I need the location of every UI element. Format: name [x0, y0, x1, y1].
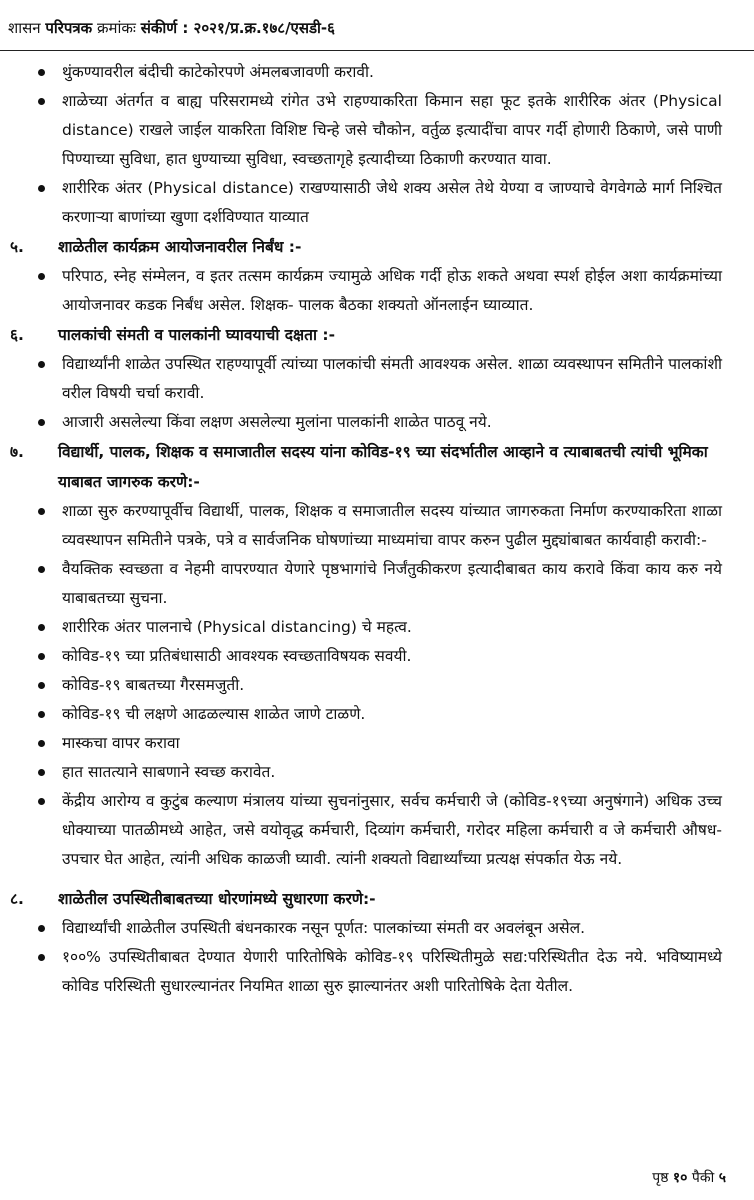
bullet-item: हात सातत्याने साबणाने स्वच्छ करावेत.: [0, 758, 754, 787]
bullet-item: शारीरिक अंतर पालनाचे (Physical distancing) चे महत्व.: [0, 613, 754, 642]
header-doc-type: परिपत्रक: [45, 19, 93, 37]
intro-bullet-list: [0, 58, 754, 232]
spacer: [0, 874, 754, 884]
section-number: ८.: [10, 890, 24, 908]
document-body: [0, 58, 754, 1001]
bullet-item: परिपाठ, स्नेह संम्मेलन, व इतर तत्सम कार्यक्रम ज्यामुळे अधिक गर्दी होऊ शकते अथवा स्पर्श होईल अशा कार्यक्रमांच्या आयोजनावर कडक निर्बंध असेल. शिक्षक- पालक बैठका शक्यतो ऑनलाईन घ्याव्यात.: [0, 262, 754, 320]
footer-page-total: १०: [672, 1170, 688, 1186]
bullet-item: शारीरिक अंतर (Physical distance) राखण्यासाठी जेथे शक्य असेल तेथे येण्या व जाण्याचे वेगवेगळे मार्ग निश्चित करणाऱ्या बाणांच्या खुणा दर्शविण्यात याव्यात: [0, 174, 754, 232]
section-heading: [0, 437, 754, 497]
page-footer: [652, 1168, 726, 1187]
bullet-item: शाळा सुरु करण्यापूर्वीच विद्यार्थी, पालक, शिक्षक व समाजातील सदस्य यांच्यात जागरुकता निर्माण करण्याकरिता शाळा व्यवस्थापन समितीने पत्रके, पत्रे व सार्वजनिक घोषणांच्या माध्यमांचा वापर करुन पुढील मुद्द्यांबाबत कार्यवाही करावी:-: [0, 497, 754, 555]
section-number: ६.: [10, 326, 24, 344]
bullet-item: कोविड-१९ बाबतच्या गैरसमजुती.: [0, 671, 754, 700]
section-bullet-list: [0, 497, 754, 874]
section-title: शाळेतील कार्यक्रम आयोजनावरील निर्बंध :-: [58, 238, 302, 256]
section-bullet-list: [0, 914, 754, 1001]
bullet-item: कोविड-१९ ची लक्षणे आढळल्यास शाळेत जाणे टाळणे.: [0, 700, 754, 729]
section-heading: [0, 232, 754, 262]
bullet-item: १००% उपस्थितीबाबत देण्यात येणारी पारितोषिके कोविड-१९ परिस्थितीमुळे सद्य:परिस्थितीत देऊ नये. भविष्यामध्ये कोविड परिस्थिती सुधारल्यानंतर नियमित शाळा सुरु झाल्यानंतर अशी पारितोषिके देता येतील.: [0, 943, 754, 1001]
section-title: विद्यार्थी, पालक, शिक्षक व समाजातील सदस्य यांना कोविड-१९ च्या संदर्भातील आव्हाने व त्याबाबतची त्यांची भूमिका याबाबत जागरुक करणे:-: [58, 443, 708, 491]
bullet-item: वैयक्तिक स्वच्छता व नेहमी वापरण्यात येणारे पृष्ठभागांचे निर्जंतुकीकरण इत्यादीबाबत काय करावे किंवा काय करु नये याबाबतच्या सुचना.: [0, 555, 754, 613]
footer-page-number: ५: [718, 1170, 726, 1186]
bullet-item: विद्यार्थ्यांनी शाळेत उपस्थित राहण्यापूर्वी त्यांच्या पालकांची संमती आवश्यक असेल. शाळा व्यवस्थापन समितीने पालकांशी वरील विषयी चर्चा करावी.: [0, 350, 754, 408]
header-prefix: शासन: [8, 19, 41, 37]
section-title: पालकांची संमती व पालकांनी घ्यावयाची दक्षता :-: [58, 326, 336, 344]
section-bullet-list: [0, 262, 754, 320]
bullet-item: कोविड-१९ च्या प्रतिबंधासाठी आवश्यक स्वच्छताविषयक सवयी.: [0, 642, 754, 671]
section-bullet-list: [0, 350, 754, 437]
header-rule: [0, 50, 754, 51]
header-number-label: क्रमांकः: [97, 19, 136, 37]
section-heading: [0, 320, 754, 350]
bullet-item: थुंकण्यावरील बंदीची काटेकोरपणे अंमलबजावणी करावी.: [0, 58, 754, 87]
bullet-item: विद्यार्थ्यांची शाळेतील उपस्थिती बंधनकारक नसून पूर्णत: पालकांच्या संमती वर अवलंबून असेल.: [0, 914, 754, 943]
section-number: ५.: [10, 238, 24, 256]
bullet-item: शाळेच्या अंतर्गत व बाह्य परिसरामध्ये रांगेत उभे राहण्याकरिता किमान सहा फूट इतके शारीरिक अंतर (Physical distance) राखले जाईल याकरिता विशिष्ट चिन्हे जसे चौकोन, वर्तुळ इत्यादींचा वापर गर्दी होणारी ठिकाणे, जसे पाणी पिण्याच्या सुविधा, हात धुण्याच्या सुविधा, स्वच्छतागृहे इत्यादीच्या ठिकाणी करण्यात यावा.: [0, 87, 754, 174]
bullet-item: मास्कचा वापर करावा: [0, 729, 754, 758]
section-heading: [0, 884, 754, 914]
section-title: शाळेतील उपस्थितीबाबतच्या धोरणांमध्ये सुधारणा करणे:-: [58, 890, 376, 908]
bullet-item: केंद्रीय आरोग्य व कुटुंब कल्याण मंत्रालय यांच्या सुचनांनुसार, सर्वच कर्मचारी जे (कोविड-१९च्या अनुषंगाने) अधिक उच्च धोक्याच्या पातळीमध्ये आहेत, जसे वयोवृद्ध कर्मचारी, दिव्यांग कर्मचारी, गरोदर महिला कर्मचारी व जे कर्मचारी औषध-उपचार घेत आहेत, त्यांनी अधिक काळजी घ्यावी. त्यांनी शक्यतो विद्यार्थ्यांच्या प्रत्यक्ष संपर्कात येऊ नये.: [0, 787, 754, 874]
footer-of-label: पैकी: [691, 1170, 715, 1186]
header-number: संकीर्ण : २०२१/प्र.क्र.१७८/एसडी-६: [140, 19, 335, 37]
bullet-item: आजारी असलेल्या किंवा लक्षण असलेल्या मुलांना पालकांनी शाळेत पाठवू नये.: [0, 408, 754, 437]
footer-page-label: पृष्ठ: [652, 1170, 669, 1186]
document-header: [8, 18, 335, 38]
section-number: ७.: [10, 443, 24, 461]
